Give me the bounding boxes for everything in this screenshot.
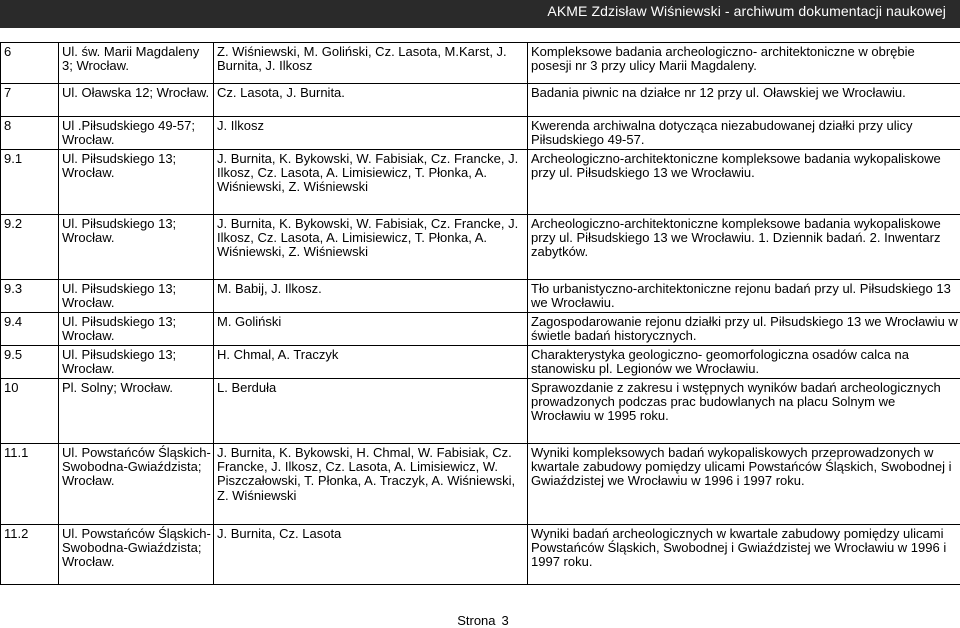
entry-number: 9.3: [1, 280, 59, 313]
entry-location: Ul. Oławska 12; Wrocław.: [59, 84, 214, 117]
table-row: [1, 43, 960, 84]
entry-location: Ul. Piłsudskiego 13; Wrocław.: [59, 215, 214, 280]
page-number: 3: [501, 613, 509, 628]
entry-number: 11.2: [1, 525, 59, 585]
entry-authors: M. Babij, J. Ilkosz.: [214, 280, 528, 313]
entry-location: Ul. św. Marii Magdaleny 3; Wrocław.: [59, 43, 214, 84]
entry-authors: J. Burnita, K. Bykowski, H. Chmal, W. Fabisiak, Cz. Francke, J. Ilkosz, Cz. Lasota, A. Limisiewicz, W. Piszczałowski, T. Płonka, A. Traczyk, A. Wiśniewski, Z. Wiśniewski: [214, 444, 528, 525]
entry-authors: J. Ilkosz: [214, 117, 528, 150]
entry-authors: M. Goliński: [214, 313, 528, 346]
table-row: [1, 150, 960, 215]
entry-number: 11.1: [1, 444, 59, 525]
entry-number: 8: [1, 117, 59, 150]
entry-title: Tło urbanistyczno-architektoniczne rejonu badań przy ul. Piłsudskiego 13 we Wrocławiu.: [528, 280, 960, 313]
entry-title: Wyniki kompleksowych badań wykopaliskowych przeprowadzonych w kwartale zabudowy pomiędzy ulicami Powstańców Śląskich, Swobodnej i Gwiaździstej we Wrocławiu w 1996 i 1997 roku.: [528, 444, 960, 525]
entry-title: Wyniki badań archeologicznych w kwartale zabudowy pomiędzy ulicami Powstańców Śląskich, Swobodnej i Gwiaździstej we Wrocławiu w 1996 i 1997 roku.: [528, 525, 960, 585]
entry-title: Badania piwnic na działce nr 12 przy ul. Oławskiej we Wrocławiu.: [528, 84, 960, 117]
table-row: [1, 84, 960, 117]
entry-title: Kompleksowe badania archeologiczno- architektoniczne w obrębie posesji nr 3 przy ulicy Marii Magdaleny.: [528, 43, 960, 84]
entry-title: Charakterystyka geologiczno- geomorfologiczna osadów calca na stanowisku pl. Legionów we Wrocławiu.: [528, 346, 960, 379]
entry-location: Ul. Piłsudskiego 13; Wrocław.: [59, 150, 214, 215]
entry-authors: J. Burnita, K. Bykowski, W. Fabisiak, Cz. Francke, J. Ilkosz, Cz. Lasota, A. Limisiewicz, T. Płonka, A. Wiśniewski, Z. Wiśniewski: [214, 215, 528, 280]
table-row: [1, 313, 960, 346]
entry-authors: J. Burnita, K. Bykowski, W. Fabisiak, Cz. Francke, J. Ilkosz, Cz. Lasota, A. Limisiewicz, T. Płonka, A. Wiśniewski, Z. Wiśniewski: [214, 150, 528, 215]
entry-number: 9.5: [1, 346, 59, 379]
entry-number: 9.4: [1, 313, 59, 346]
entry-location: Ul. Piłsudskiego 13; Wrocław.: [59, 313, 214, 346]
entry-number: 9.2: [1, 215, 59, 280]
entry-location: Ul .Piłsudskiego 49-57; Wrocław.: [59, 117, 214, 150]
entry-location: Pl. Solny; Wrocław.: [59, 379, 214, 444]
entry-authors: Cz. Lasota, J. Burnita.: [214, 84, 528, 117]
entry-location: Ul. Powstańców Śląskich-Swobodna-Gwiaździsta; Wrocław.: [59, 444, 214, 525]
table-row: [1, 525, 960, 585]
entry-title: Sprawozdanie z zakresu i wstępnych wyników badań archeologicznych prowadzonych podczas prac budowlanych na placu Solnym we Wrocławiu w 1995 roku.: [528, 379, 960, 444]
entry-location: Ul. Piłsudskiego 13; Wrocław.: [59, 346, 214, 379]
table-row: [1, 346, 960, 379]
entry-number: 6: [1, 43, 59, 84]
table-row: [1, 117, 960, 150]
entry-number: 7: [1, 84, 59, 117]
header-title: AKME Zdzisław Wiśniewski - archiwum dokumentacji naukowej: [547, 3, 946, 19]
page-label: Strona: [457, 613, 496, 628]
table-row: [1, 379, 960, 444]
header-bar: [0, 0, 960, 28]
table-row: [1, 444, 960, 525]
entry-number: 9.1: [1, 150, 59, 215]
page-footer: [0, 613, 960, 628]
entry-authors: Z. Wiśniewski, M. Goliński, Cz. Lasota, M.Karst, J. Burnita, J. Ilkosz: [214, 43, 528, 84]
table-row: [1, 280, 960, 313]
entry-authors: L. Berduła: [214, 379, 528, 444]
entry-title: Zagospodarowanie rejonu działki przy ul. Piłsudskiego 13 we Wrocławiu w świetle badań historycznych.: [528, 313, 960, 346]
entry-number: 10: [1, 379, 59, 444]
entry-title: Kwerenda archiwalna dotycząca niezabudowanej działki przy ulicy Piłsudskiego 49-57.: [528, 117, 960, 150]
table-row: [1, 215, 960, 280]
documentation-table: [0, 42, 960, 585]
entry-location: Ul. Powstańców Śląskich-Swobodna-Gwiaździsta; Wrocław.: [59, 525, 214, 585]
entry-title: Archeologiczno-architektoniczne kompleksowe badania wykopaliskowe przy ul. Piłsudskiego 13 we Wrocławiu.: [528, 150, 960, 215]
entry-location: Ul. Piłsudskiego 13; Wrocław.: [59, 280, 214, 313]
entry-authors: H. Chmal, A. Traczyk: [214, 346, 528, 379]
entry-title: Archeologiczno-architektoniczne kompleksowe badania wykopaliskowe przy ul. Piłsudskiego 13 we Wrocławiu. 1. Dziennik badań. 2. Inwentarz zabytków.: [528, 215, 960, 280]
entry-authors: J. Burnita, Cz. Lasota: [214, 525, 528, 585]
